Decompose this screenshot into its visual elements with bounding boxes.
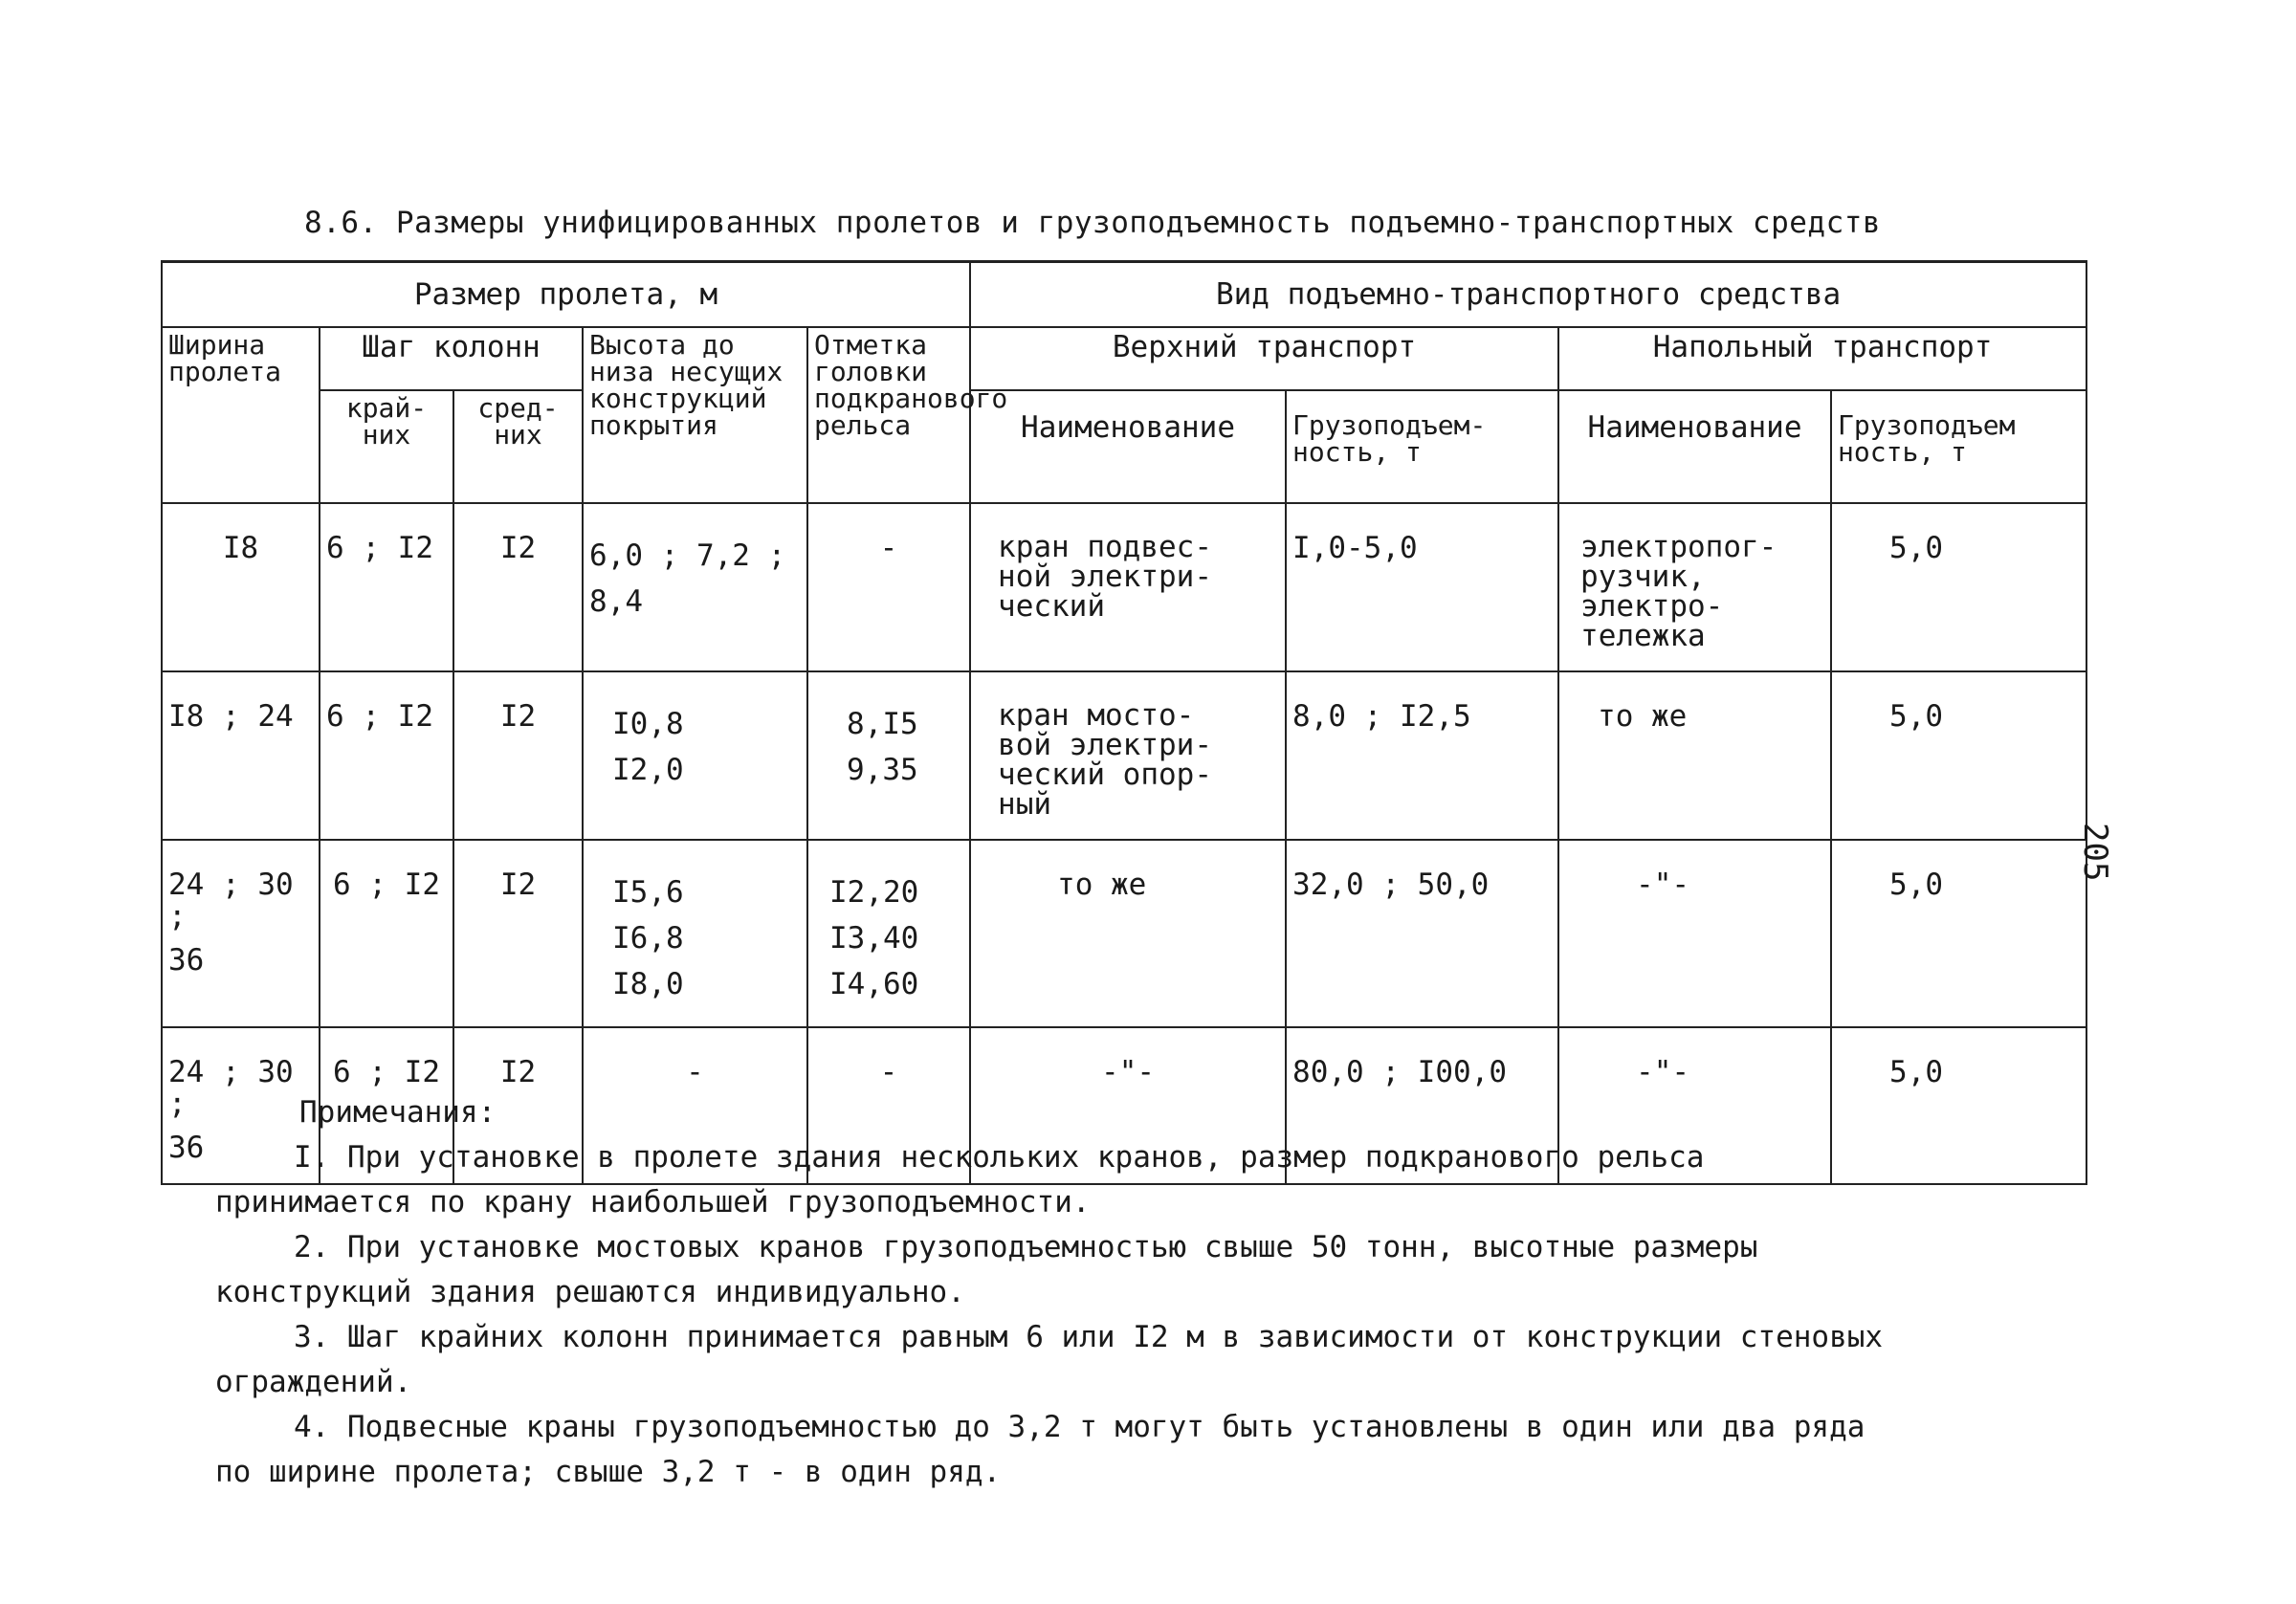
header-transport-type: Вид подъемно-транспортного средства <box>970 262 2086 328</box>
header-middle: сред-них <box>453 390 583 503</box>
cell-floor-capacity: 5,0 <box>1831 671 2086 840</box>
cell-floor-capacity: 5,0 <box>1831 1027 2086 1184</box>
cell-over-capacity: 8,0 ; I2,5 <box>1286 671 1558 840</box>
cell-middle: I2 <box>453 503 583 671</box>
cell-floor-name: электропог- рузчик, электро- тележка <box>1558 503 1831 671</box>
cell-height: I0,8 I2,0 <box>583 671 807 840</box>
note-item: I. При установке в пролете здания нескольких кранов, размер подкранового рельса принимается по крану наибольшей грузоподъемности. <box>215 1140 1705 1219</box>
header-edge: край-них <box>320 390 453 503</box>
cell-rail: - <box>807 1027 970 1184</box>
cell-height: I5,6 I6,8 I8,0 <box>583 840 807 1027</box>
header-over-capacity: Грузоподъем-ность, т <box>1286 390 1558 503</box>
header-span-width: Ширина пролета <box>162 327 320 503</box>
notes-section <box>215 1090 1918 1495</box>
cell-middle: I2 <box>453 1027 583 1184</box>
cell-rail: I2,20 I3,40 I4,60 <box>807 840 970 1027</box>
cell-height: 6,0 ; 7,2 ; 8,4 <box>583 503 807 671</box>
note-item: 2. При установке мостовых кранов грузоподъемностью свыше 50 тонн, высотные размеры конструкций здания решаются индивидуально. <box>215 1230 1758 1309</box>
header-row-3 <box>162 390 2086 503</box>
cell-width: I8 <box>162 503 320 671</box>
header-column-step: Шаг колонн <box>320 327 583 390</box>
table-row <box>162 671 2086 840</box>
header-height: Высота до низа несущих конструкций покрытия <box>583 327 807 503</box>
cell-floor-capacity: 5,0 <box>1831 840 2086 1027</box>
cell-over-name: кран мосто- вой электри- ческий опор- ный <box>970 671 1286 840</box>
cell-middle: I2 <box>453 840 583 1027</box>
header-rail-mark: Отметка головки подкранового рельса <box>807 327 970 503</box>
header-span-size: Размер пролета, м <box>162 262 970 328</box>
cell-floor-name: -"- <box>1558 840 1831 1027</box>
cell-over-name: то же <box>970 840 1286 1027</box>
header-over-name: Наименование <box>970 390 1286 503</box>
cell-width: I8 ; 24 <box>162 671 320 840</box>
cell-over-capacity: 32,0 ; 50,0 <box>1286 840 1558 1027</box>
note-item: 3. Шаг крайних колонн принимается равным 6 или I2 м в зависимости от конструкции стеновых ограждений. <box>215 1320 1884 1399</box>
cell-over-name: кран подвес- ной электри- ческий <box>970 503 1286 671</box>
cell-edge: 6 ; I2 <box>320 840 453 1027</box>
cell-rail: 8,I5 9,35 <box>807 671 970 840</box>
cell-middle: I2 <box>453 671 583 840</box>
header-row-1 <box>162 262 2086 328</box>
table-row <box>162 840 2086 1027</box>
cell-floor-name: то же <box>1558 671 1831 840</box>
spans-table <box>161 260 2087 1185</box>
header-row-2 <box>162 327 2086 390</box>
cell-width: 24 ; 30 ; 36 <box>162 1027 320 1184</box>
cell-floor-name: -"- <box>1558 1027 1831 1184</box>
cell-floor-capacity: 5,0 <box>1831 503 2086 671</box>
header-floor-capacity: Грузоподъем ность, т <box>1831 390 2086 503</box>
cell-edge: 6 ; I2 <box>320 503 453 671</box>
header-floor-name: Наименование <box>1558 390 1831 503</box>
cell-width: 24 ; 30 ; 36 <box>162 840 320 1027</box>
page-number: 205 <box>2076 823 2114 882</box>
cell-edge: 6 ; I2 <box>320 671 453 840</box>
header-floor: Напольный транспорт <box>1558 327 2086 390</box>
cell-edge: 6 ; I2 <box>320 1027 453 1184</box>
cell-over-name: -"- <box>970 1027 1286 1184</box>
note-item: 4. Подвесные краны грузоподъемностью до 3,2 т могут быть установлены в один или два ряда по ширине пролета; свыше 3,2 т - в один ряд. <box>215 1410 1866 1489</box>
table-caption: 8.6. Размеры унифицированных пролетов и грузоподъемность подъемно-транспортных средств <box>304 206 1882 240</box>
table-row <box>162 503 2086 671</box>
header-overhead: Верхний транспорт <box>970 327 1558 390</box>
cell-over-capacity: 80,0 ; I00,0 <box>1286 1027 1558 1184</box>
cell-over-capacity: I,0-5,0 <box>1286 503 1558 671</box>
cell-height: - <box>583 1027 807 1184</box>
notes-title: Примечания: <box>299 1095 497 1130</box>
cell-rail: - <box>807 503 970 671</box>
